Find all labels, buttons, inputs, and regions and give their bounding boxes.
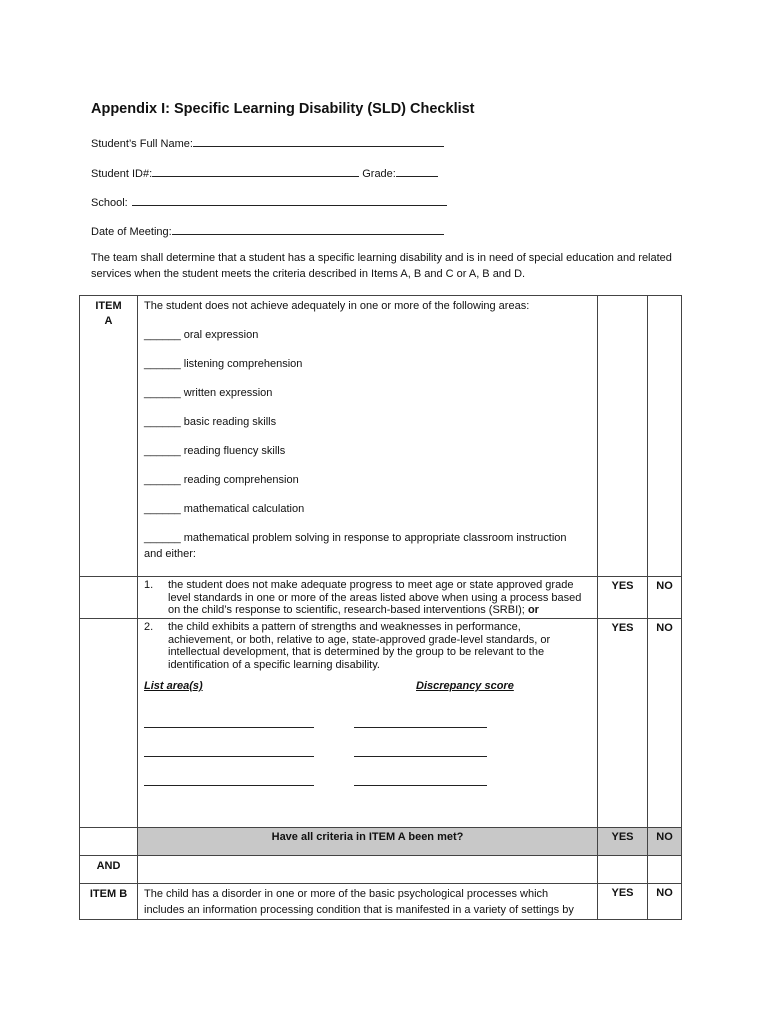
item-a-label-line1: ITEM xyxy=(95,300,122,312)
discrepancy-lines xyxy=(144,710,589,797)
criterion-2-no[interactable]: NO xyxy=(648,619,682,828)
criterion-2-yes[interactable]: YES xyxy=(598,619,648,828)
criterion-1-label-cell xyxy=(80,577,138,619)
list-areas-label: List area(s) xyxy=(144,680,203,692)
criterion-2-label-cell xyxy=(80,619,138,828)
criterion-1-no[interactable]: NO xyxy=(648,577,682,619)
item-b-row xyxy=(80,884,682,920)
criterion-1 xyxy=(144,579,589,617)
area-reading-fluency[interactable]: ______ reading fluency skills xyxy=(144,445,286,457)
and-blank xyxy=(138,856,598,884)
full-name-label: Student’s Full Name: xyxy=(91,138,193,150)
item-a-areas-cell xyxy=(138,296,598,577)
grade-label: Grade: xyxy=(362,168,396,180)
list-area-line[interactable] xyxy=(144,710,314,728)
area-oral-expression[interactable]: ______ oral expression xyxy=(144,329,259,341)
page-title: Appendix I: Specific Learning Disability (SLD) Checklist xyxy=(91,101,475,117)
full-name-field[interactable] xyxy=(91,135,444,150)
intro-paragraph: The team shall determine that a student has a specific learning disability and is in need of special education and related services when the student meets the criteria described in Items A, B and C or A, B and D. xyxy=(91,252,672,280)
item-a-summary-question: Have all criteria in ITEM A been met? xyxy=(138,828,598,856)
item-b-no[interactable]: NO xyxy=(648,884,682,920)
student-id-label: Student ID#: xyxy=(91,168,153,180)
item-a-summary-yes[interactable]: YES xyxy=(598,828,648,856)
item-a-label-line2: A xyxy=(104,315,113,327)
criterion-1-text: the student does not make adequate progress to meet age or state approved grade level standards in one or more of the areas listed above when using a process based on the child’s response to scientific, research-based interventions (SRBI); xyxy=(168,579,582,616)
list-area-line[interactable] xyxy=(144,768,314,786)
list-area-line[interactable] xyxy=(144,739,314,757)
area-basic-reading-skills[interactable]: ______ basic reading skills xyxy=(144,416,277,428)
criterion-2-row xyxy=(80,619,682,828)
criterion-1-number: 1. xyxy=(144,579,154,591)
student-id-field[interactable] xyxy=(91,165,438,180)
school-line[interactable] xyxy=(132,194,447,206)
area-reading-comprehension[interactable]: ______ reading comprehension xyxy=(144,474,299,486)
meeting-date-line[interactable] xyxy=(172,223,444,235)
area-mathematical-calculation[interactable]: ______ mathematical calculation xyxy=(144,503,305,515)
criterion-1-yes[interactable]: YES xyxy=(598,577,648,619)
discrepancy-score-line[interactable] xyxy=(354,739,487,757)
discrepancy-score-line[interactable] xyxy=(354,710,487,728)
and-yes-blank xyxy=(598,856,648,884)
and-either-text: and either: xyxy=(144,548,196,560)
item-a-yes-blank xyxy=(598,296,648,577)
area-math-problem-solving[interactable]: ______ mathematical problem solving in response to appropriate classroom instruction xyxy=(144,532,567,544)
student-id-line[interactable] xyxy=(152,165,359,177)
item-a-label xyxy=(80,296,138,577)
item-a-areas-row xyxy=(80,296,682,577)
criterion-2 xyxy=(144,621,589,671)
item-a-no-blank xyxy=(648,296,682,577)
meeting-date-field[interactable] xyxy=(91,223,444,238)
criterion-1-or: or xyxy=(527,604,539,616)
discrepancy-header xyxy=(144,680,589,692)
school-label: School: xyxy=(91,197,128,209)
and-label: AND xyxy=(80,856,138,884)
criterion-1-cell xyxy=(138,577,598,619)
checklist-table xyxy=(79,295,682,920)
criterion-2-text: the child exhibits a pattern of strengths and weaknesses in performance, achievement, or both, relative to age, state-approved grade-level standards, or intellectual development, that is determined by the group to be relevant to the identification of a specific learning disability. xyxy=(168,621,551,671)
item-a-summary-row xyxy=(80,828,682,856)
item-b-text: The child has a disorder in one or more of the basic psychological processes which includes an information processing condition that is manifested in a variety of settings by xyxy=(138,884,598,920)
criterion-2-number: 2. xyxy=(144,621,154,633)
discrepancy-score-line[interactable] xyxy=(354,768,487,786)
criterion-1-row xyxy=(80,577,682,619)
meeting-date-label: Date of Meeting: xyxy=(91,226,172,238)
area-written-expression[interactable]: ______ written expression xyxy=(144,387,273,399)
item-b-yes[interactable]: YES xyxy=(598,884,648,920)
criterion-2-cell xyxy=(138,619,598,828)
area-listening-comprehension[interactable]: ______ listening comprehension xyxy=(144,358,303,370)
item-a-lead: The student does not achieve adequately in one or more of the following areas: xyxy=(144,300,530,312)
item-b-label: ITEM B xyxy=(80,884,138,920)
school-field[interactable] xyxy=(91,194,447,209)
and-row xyxy=(80,856,682,884)
full-name-line[interactable] xyxy=(193,135,444,147)
item-a-summary-no[interactable]: NO xyxy=(648,828,682,856)
discrepancy-score-label: Discrepancy score xyxy=(416,680,514,692)
and-no-blank xyxy=(648,856,682,884)
summary-label-cell xyxy=(80,828,138,856)
grade-line[interactable] xyxy=(396,165,438,177)
